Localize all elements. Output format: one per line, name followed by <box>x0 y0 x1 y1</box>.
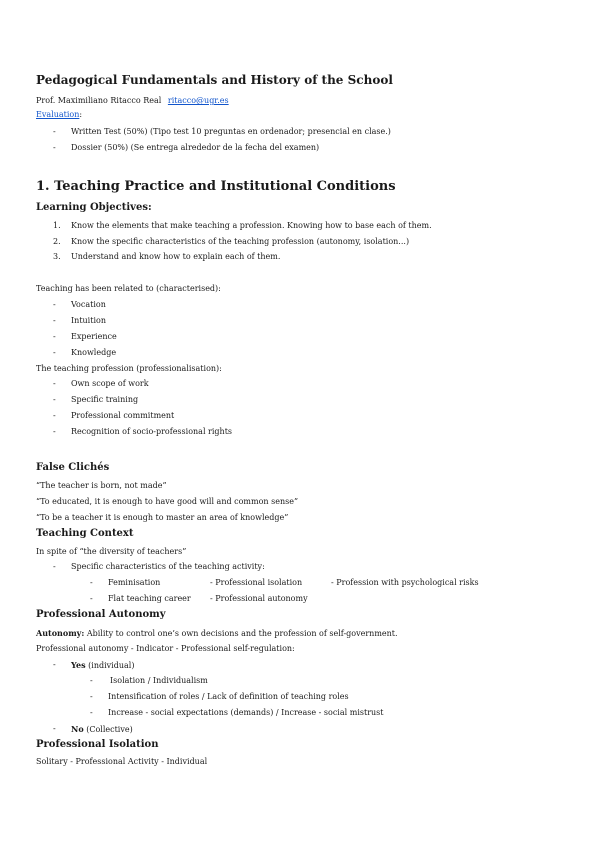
list-dash: - <box>53 316 56 325</box>
context-characteristic: - Professional isolation <box>210 578 303 587</box>
context-characteristic: - Profession with psychological risks <box>331 578 479 587</box>
isolation-line: Solitary - Professional Activity - Individual <box>36 757 208 766</box>
list-dash: - <box>53 427 56 436</box>
objective-item: Know the specific characteristics of the teaching profession (autonomy, isolation...) <box>71 237 410 246</box>
list-dash: - <box>90 676 93 685</box>
professor-email-link[interactable]: ritacco@ugr.es <box>167 96 229 105</box>
teaching-context-intro: In spite of “the diversity of teachers” <box>36 547 187 556</box>
document-title: Pedagogical Fundamentals and History of the School <box>36 73 393 87</box>
list-dash: - <box>90 692 93 701</box>
isolation-heading: Professional Isolation <box>36 739 159 750</box>
list-dash: - <box>53 411 56 420</box>
related-item: Intuition <box>71 316 106 325</box>
teaching-context-heading: Teaching Context <box>36 528 134 539</box>
related-item: Knowledge <box>71 348 117 357</box>
teaching-context-specific: Specific characteristics of the teaching activity: <box>71 562 265 571</box>
list-dash: - <box>53 395 56 404</box>
profession-intro: The teaching profession (professionalisation): <box>36 364 222 373</box>
list-dash: - <box>53 143 56 152</box>
objective-number: 3. <box>53 252 61 261</box>
cliches-heading: False Clichés <box>36 462 110 473</box>
evaluation-item: Dossier (50%) (Se entrega alrededor de la fecha del examen) <box>71 143 320 152</box>
cliche-quote: “The teacher is born, not made” <box>36 481 167 490</box>
autonomy-definition: Autonomy: Ability to control one’s own decisions and the profession of self-government. <box>36 628 398 638</box>
related-intro: Teaching has been related to (characterised): <box>36 284 221 293</box>
autonomy-no-item: No (Collective) <box>71 724 133 734</box>
objectives-heading: Learning Objectives: <box>36 202 152 213</box>
list-dash: - <box>53 300 56 309</box>
evaluation-item: Written Test (50%) (Tipo test 10 preguntas en ordenador; presencial en clase.) <box>71 127 391 136</box>
evaluation-link[interactable]: Evaluation <box>36 110 80 119</box>
context-characteristic: Flat teaching career <box>108 594 191 603</box>
autonomy-sub-item: Increase - social expectations (demands) / Increase - social mistrust <box>108 708 384 717</box>
profession-item: Recognition of socio-professional rights <box>71 427 233 436</box>
list-dash: - <box>53 379 56 388</box>
autonomy-term: Autonomy: <box>36 628 85 638</box>
profession-item: Own scope of work <box>71 379 149 388</box>
autonomy-sub-item: Intensification of roles / Lack of definition of teaching roles <box>108 692 349 701</box>
list-dash: - <box>53 127 56 136</box>
autonomy-yes-item: Yes (individual) <box>71 660 135 670</box>
list-dash: - <box>90 708 93 717</box>
list-dash: - <box>53 660 56 669</box>
list-dash: - <box>53 348 56 357</box>
objective-item: Understand and know how to explain each of them. <box>71 252 281 261</box>
autonomy-sub-item: Isolation / Individualism <box>110 676 208 685</box>
list-dash: - <box>90 594 93 603</box>
list-dash: - <box>53 724 56 733</box>
objective-number: 1. <box>53 221 61 230</box>
cliche-quote: “To educated, it is enough to have good will and common sense” <box>36 497 299 506</box>
context-characteristic: - Professional autonomy <box>210 594 308 603</box>
professor-name: Prof. Maximiliano Ritacco Real <box>36 96 162 105</box>
list-dash: - <box>53 332 56 341</box>
professor-line <box>36 96 229 106</box>
related-item: Experience <box>71 332 117 341</box>
evaluation-label: Evaluation: <box>36 110 83 119</box>
context-characteristic: Feminisation <box>108 578 161 587</box>
profession-item: Professional commitment <box>71 411 175 420</box>
objective-number: 2. <box>53 237 61 246</box>
autonomy-heading: Professional Autonomy <box>36 609 166 620</box>
section-heading: 1. Teaching Practice and Institutional Conditions <box>36 179 396 194</box>
list-dash: - <box>90 578 93 587</box>
related-item: Vocation <box>71 300 106 309</box>
profession-item: Specific training <box>71 395 139 404</box>
objective-item: Know the elements that make teaching a profession. Knowing how to base each of them. <box>71 221 432 230</box>
autonomy-indicator-line: Professional autonomy - Indicator - Professional self-regulation: <box>36 644 295 653</box>
list-dash: - <box>53 562 56 571</box>
cliche-quote: “To be a teacher it is enough to master an area of knowledge” <box>36 513 289 522</box>
